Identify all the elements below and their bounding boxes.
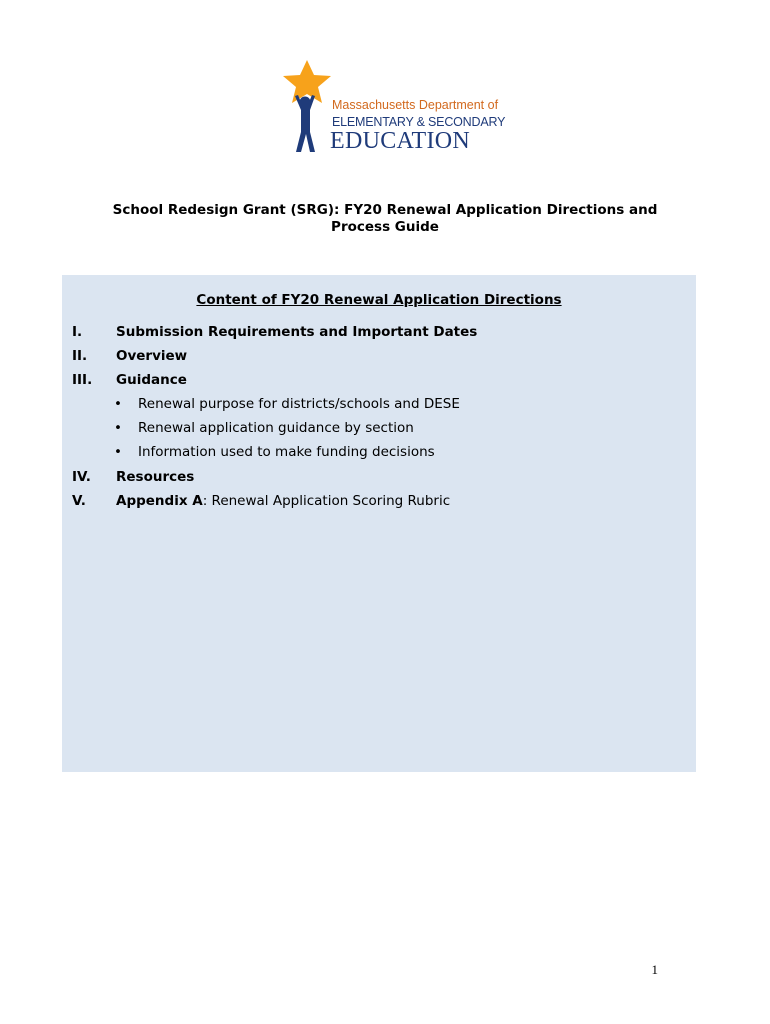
toc-number: II. [72, 348, 88, 364]
star-person-icon [277, 60, 337, 156]
bullet-text: Renewal application guidance by section [138, 420, 414, 436]
toc-label: Overview [116, 348, 188, 364]
bullet-text: Information used to make funding decisions [138, 444, 435, 460]
bullet-icon: • [114, 420, 122, 436]
logo-text-line2: ELEMENTARY & SECONDARY [332, 115, 506, 129]
toc-number: I. [72, 324, 83, 340]
bullet-text: Renewal purpose for districts/schools and DESE [138, 396, 460, 412]
toc-number: V. [72, 493, 86, 509]
toc-label-suffix: : Renewal Application Scoring Rubric [202, 493, 451, 509]
page-number: 1 [651, 962, 658, 977]
table-of-contents-box [62, 275, 696, 772]
toc-label: Resources [116, 469, 195, 485]
toc-label: Submission Requirements and Important Dates [116, 324, 478, 340]
toc-number: III. [72, 372, 93, 388]
logo-text-line3: EDUCATION [330, 128, 471, 154]
document-title-line1: School Redesign Grant (SRG): FY20 Renewal Application Directions and [112, 202, 658, 218]
bullet-icon: • [114, 444, 122, 460]
toc-label-group [116, 493, 450, 509]
toc-label: Guidance [116, 372, 187, 388]
contents-heading: Content of FY20 Renewal Application Directions [196, 292, 562, 308]
logo-text-line1: Massachusetts Department of [332, 98, 499, 112]
toc-number: IV. [72, 469, 91, 485]
bullet-icon: • [114, 396, 122, 412]
document-title [60, 202, 710, 236]
toc-label: Appendix A [116, 493, 203, 509]
document-title-line2: Process Guide [331, 219, 439, 235]
dese-logo [277, 60, 506, 156]
